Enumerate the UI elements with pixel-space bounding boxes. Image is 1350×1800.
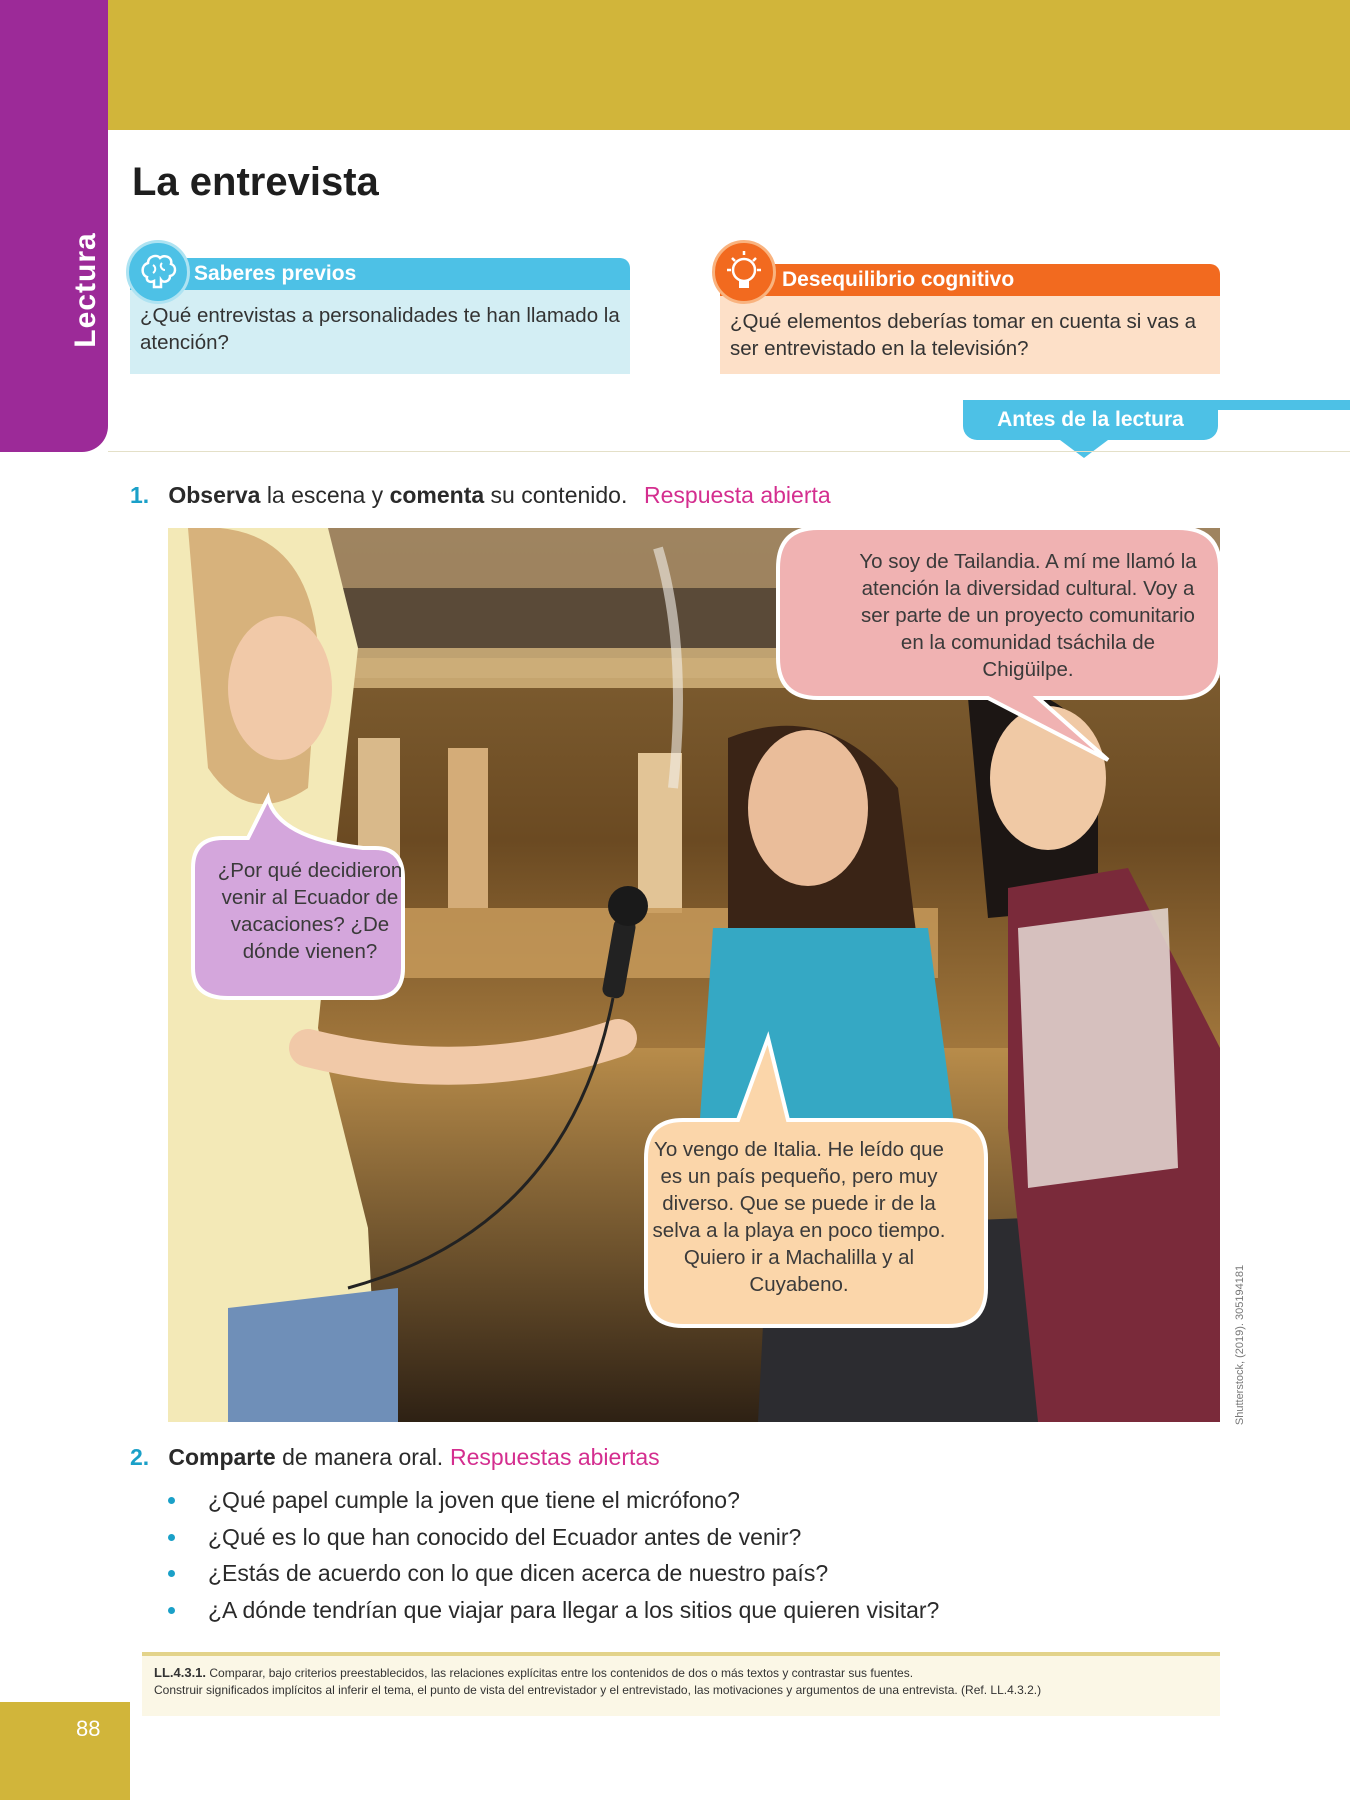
list-item [168, 1519, 939, 1556]
list-item [168, 1482, 939, 1519]
desequilibrio-cognitivo-text: ¿Qué elementos deberías tomar en cuenta si vas a ser entrevistado en la televisión? [720, 296, 1220, 374]
thai-bubble-text: Yo soy de Tailandia. A mí me llamó la atención la diversidad cultural. Voy a ser parte de un proyecto comunitario en la comunidad tsáchila de Chigüilpe. [859, 550, 1197, 681]
skill-line-1: Comparar, bajo criterios preestablecidos, las relaciones explícitas entre los contenidos de dos o más textos y contrastar sus fuentes. [209, 1666, 914, 1680]
question-1-text-b: su contenido. [490, 482, 628, 508]
page-number: 88 [76, 1716, 101, 1741]
antes-de-la-lectura-tab: Antes de la lectura [963, 400, 1218, 440]
question-2-verb: Comparte [168, 1444, 276, 1470]
photo-credit: Shutterstock, (2019). 305194181 [1234, 1264, 1246, 1426]
question-1 [130, 482, 627, 509]
interviewer-bubble-text: ¿Por qué decidieron venir al Ecuador de vacaciones? ¿De dónde vienen? [217, 859, 403, 963]
question-2-text: de manera oral. [282, 1444, 444, 1470]
italian-bubble-text: Yo vengo de Italia. He leído que es un país pequeño, pero muy diverso. Que se puede ir de la selva a la playa en poco tiempo. Quiero ir a Machalilla y al Cuyabeno. [652, 1138, 946, 1296]
saberes-previos-title: Saberes previos [130, 258, 630, 290]
question-2 [130, 1444, 443, 1471]
header-separator [108, 451, 1350, 452]
list-item-text: ¿Qué es lo que han conocido del Ecuador antes de venir? [208, 1523, 802, 1550]
section-strip-line [1210, 400, 1350, 410]
bullet-icon [168, 1534, 175, 1541]
brain-icon [126, 240, 190, 304]
page-number-box [0, 1702, 130, 1800]
bullet-icon [168, 1570, 175, 1577]
list-item-text: ¿A dónde tendrían que viajar para llegar a los sitios que quieren visitar? [208, 1596, 940, 1623]
question-1-verb-observa: Observa [168, 482, 261, 508]
skill-code: LL.4.3.1. [154, 1665, 207, 1680]
question-1-verb-comenta: comenta [389, 482, 485, 508]
page-title: La entrevista [132, 160, 379, 204]
list-item-text: ¿Estás de acuerdo con lo que dicen acerca de nuestro país? [208, 1560, 829, 1586]
skill-line-2: Construir significados implícitos al inferir el tema, el punto de vista del entrevistador y el entrevistado, las motivaciones y argumentos de una entrevista. (Ref. LL.4.3.2.) [154, 1683, 1042, 1697]
list-item [168, 1555, 939, 1592]
saberes-previos-text: ¿Qué entrevistas a personalidades te han llamado la atención? [130, 290, 630, 374]
list-item [168, 1592, 939, 1629]
question-1-answer: Respuesta abierta [644, 482, 831, 508]
list-item-text: ¿Qué papel cumple la joven que tiene el micrófono? [208, 1487, 740, 1513]
section-strip-pointer [1060, 440, 1108, 458]
lightbulb-icon [712, 240, 776, 304]
curriculum-skill-box [142, 1652, 1220, 1716]
top-color-band [108, 0, 1350, 130]
section-side-label: Lectura [69, 232, 102, 348]
question-2-number: 2. [130, 1444, 150, 1470]
section-side-tab [0, 0, 108, 452]
question-1-number: 1. [130, 482, 150, 508]
desequilibrio-cognitivo-title: Desequilibrio cognitivo [720, 264, 1220, 296]
bullet-icon [168, 1497, 175, 1504]
question-2-list [168, 1482, 939, 1628]
question-1-text-a: la escena y [266, 482, 384, 508]
question-2-answer: Respuestas abiertas [450, 1444, 660, 1470]
bullet-icon [168, 1607, 175, 1614]
